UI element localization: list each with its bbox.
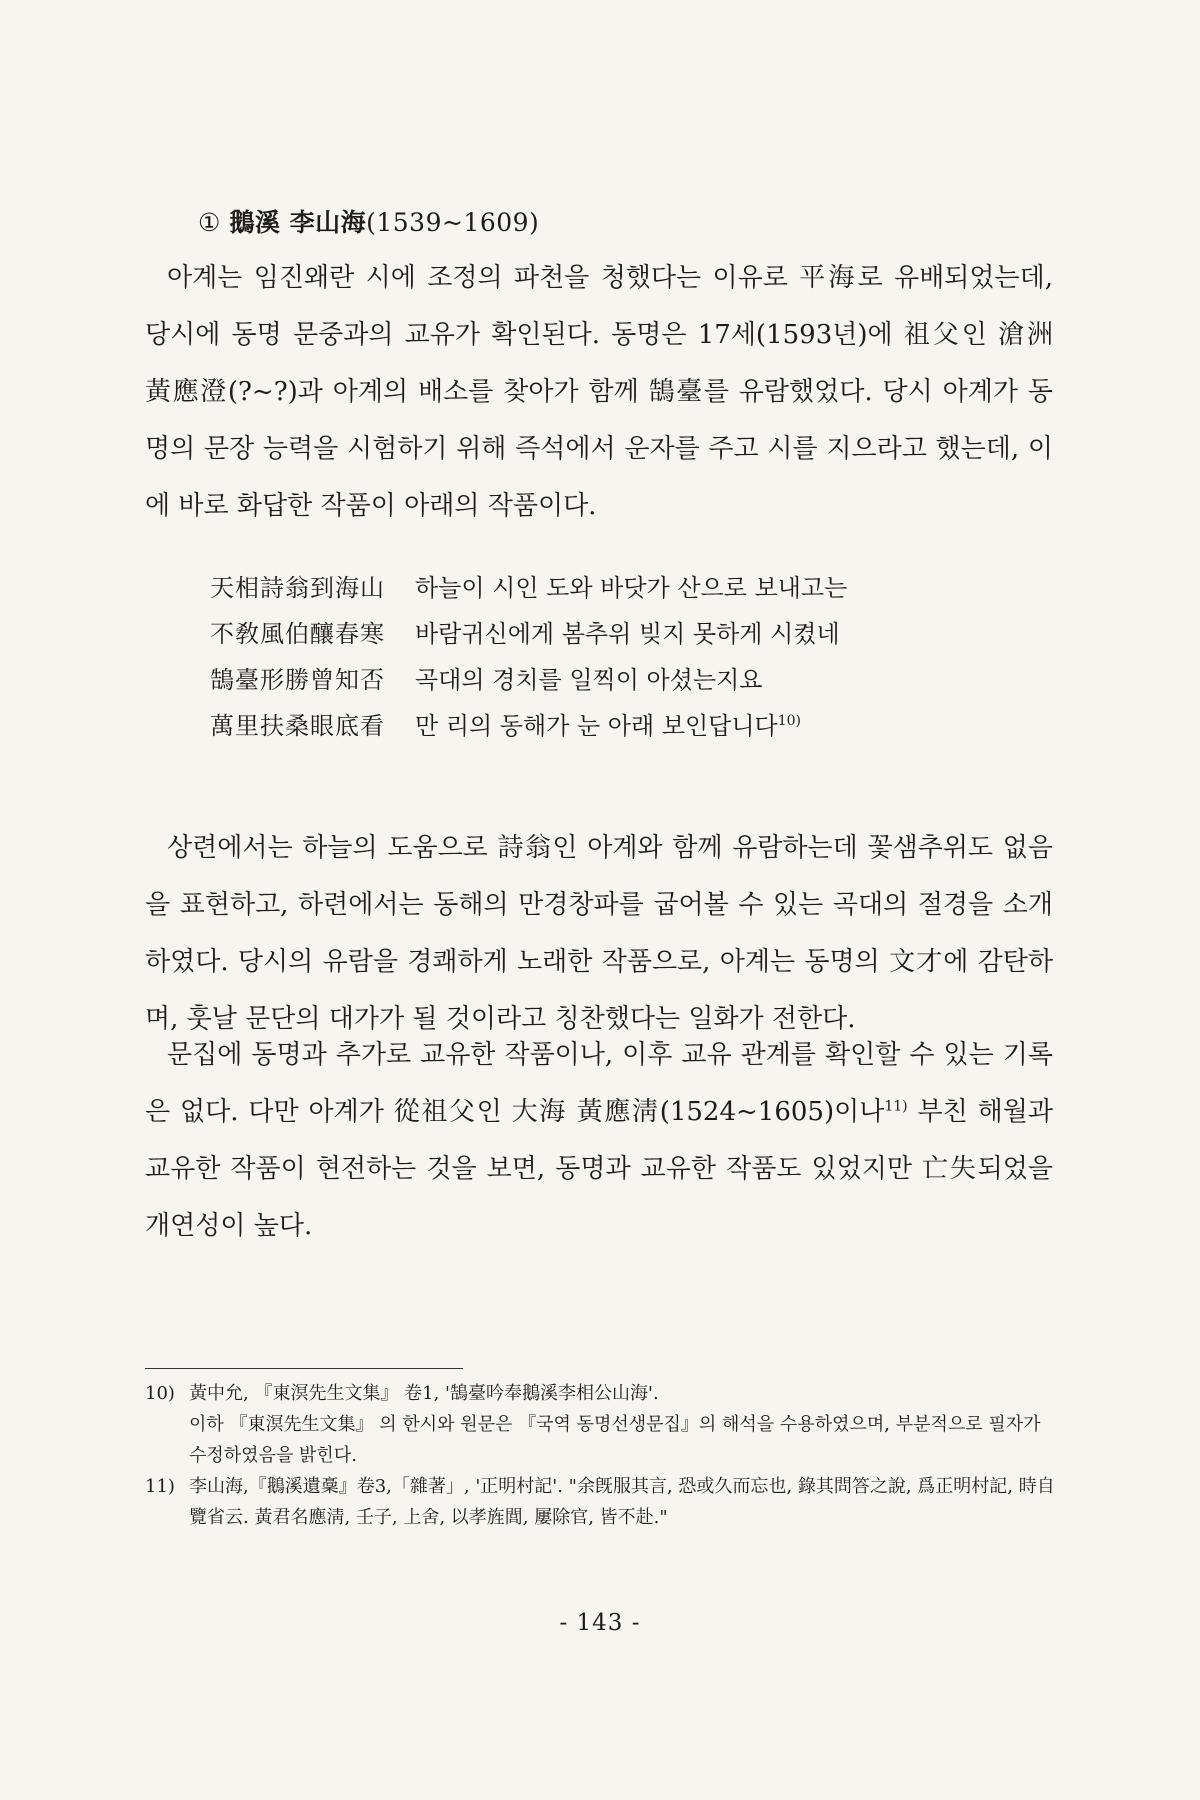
poem-translation: 바람귀신에게 봄추위 빚지 못하게 시켰네 — [415, 619, 840, 648]
footnote — [145, 1471, 1057, 1533]
section-heading — [198, 205, 539, 241]
poem-line — [210, 608, 970, 654]
poem-translation: 만 리의 동해가 눈 아래 보인답니다$^{10)}$ — [415, 711, 802, 740]
paragraph-conclusion: 문집에 동명과 추가로 교유한 작품이나, 이후 교유 관계를 확인할 수 있는 기록은 없다. 다만 아계가 從祖父인 大海 黃應淸(1524~1605)이나$^{11)}$ 부친 해월과 교유한 작품이 현전하는 것을 보면, 동명과 교유한 작품도 있었지만 亡失되었을 개연성이 높다. — [145, 1040, 1053, 1241]
section-number: ① — [198, 208, 221, 237]
footnotes — [145, 1378, 1057, 1533]
section-title-hanja: 鵝溪 李山海 — [229, 208, 367, 237]
footnote-ref[interactable]: 10) — [777, 712, 802, 729]
footnote-body: 李山海,『鵝溪遺稾』卷3,「雜著」, '正明村記'. "余旣服其言, 恐或久而忘也, 錄其問答之說, 爲正明村記, 時自覽省云. 黃君名應淸, 壬子, 上舍, 以孝旌閭, 屢除官, 皆不赴." — [189, 1476, 1055, 1528]
poem-block — [210, 562, 970, 746]
poem-hanja: 萬里扶桑眼底看 — [210, 711, 385, 740]
footnote-ref[interactable]: 11) — [884, 1098, 908, 1115]
footnote-number: 11) — [145, 1476, 175, 1497]
poem-translation: 곡대의 경치를 일찍이 아셨는지요 — [415, 665, 763, 694]
poem-translation: 하늘이 시인 도와 바닷가 산으로 보내고는 — [415, 573, 848, 602]
poem-line — [210, 654, 970, 700]
footnote — [145, 1378, 1057, 1471]
poem-hanja: 天相詩翁到海山 — [210, 573, 385, 602]
page-number: - 143 - — [559, 1610, 641, 1636]
section-title-dates: (1539~1609) — [366, 208, 540, 237]
paragraph-intro: 아계는 임진왜란 시에 조정의 파천을 청했다는 이유로 平海로 유배되었는데, 당시에 동명 문중과의 교유가 확인된다. 동명은 17세(1593년)에 祖父인 滄洲 黃應澄(?~?)과 아계의 배소를 찾아가 함께 鵠臺를 유람했었다. 당시 아계가 동명의 문장 능력을 시험하기 위해 즉석에서 운자를 주고 시를 지으라고 했는데, 이에 바로 화답한 작품이 아래의 작품이다. — [145, 263, 1053, 521]
poem-line — [210, 562, 970, 608]
footnote-number: 10) — [145, 1383, 175, 1404]
footnote-body: 黃中允, 『東溟先生文集』 卷1, '鵠臺吟奉鵝溪李相公山海'. 이하 『東溟先生文集』 의 한시와 원문은 『국역 동명선생문집』의 해석을 수용하였으며, 부분적으로 필자가 수정하였음을 밝힌다. — [189, 1383, 1041, 1466]
poem-line — [210, 700, 970, 746]
poem-hanja: 鵠臺形勝曾知否 — [210, 665, 385, 694]
footnote-divider — [145, 1368, 463, 1369]
poem-hanja: 不敎風伯釀春寒 — [210, 619, 385, 648]
paragraph-analysis: 상련에서는 하늘의 도움으로 詩翁인 아계와 함께 유람하는데 꽃샘추위도 없음을 표현하고, 하련에서는 동해의 만경창파를 굽어볼 수 있는 곡대의 절경을 소개하였다. 당시의 유람을 경쾌하게 노래한 작품으로, 아계는 동명의 文才에 감탄하며, 훗날 문단의 대가가 될 것이라고 칭찬했다는 일화가 전한다. — [145, 833, 1053, 1034]
